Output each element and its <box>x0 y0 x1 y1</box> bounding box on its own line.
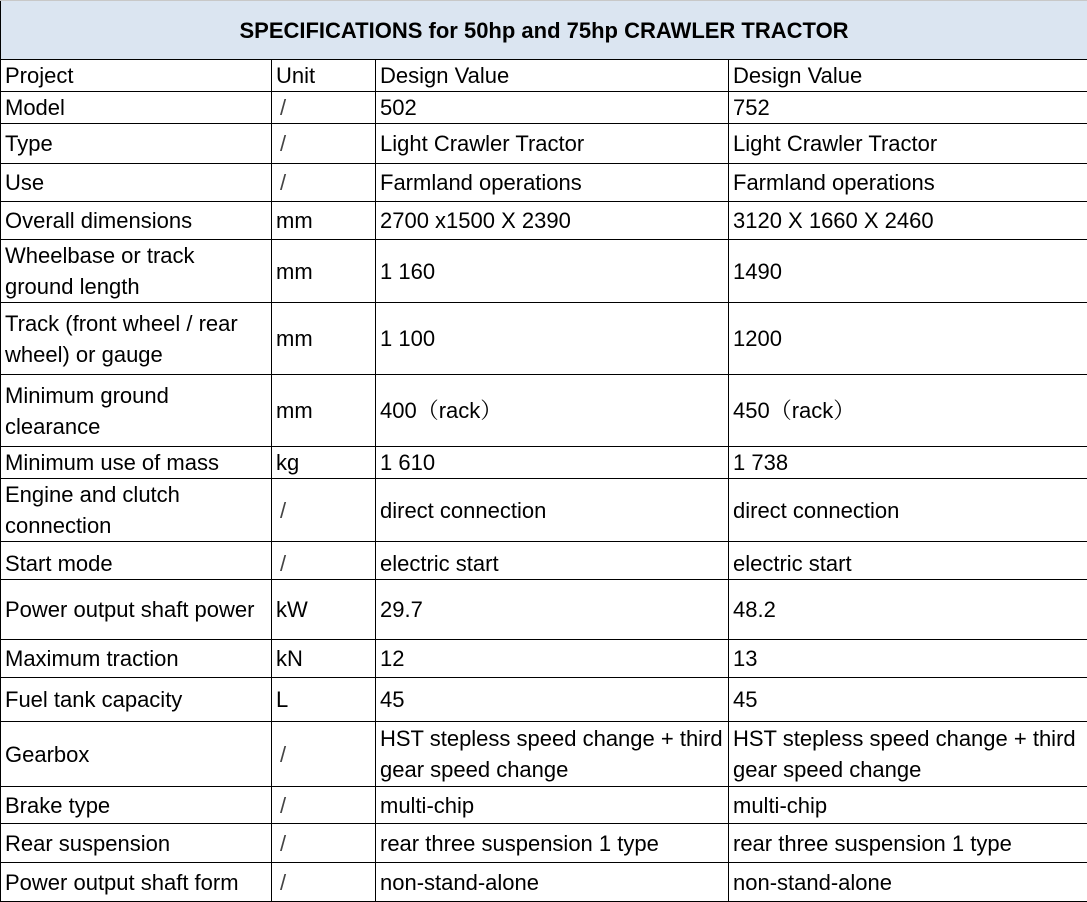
cell-value-502: 1 100 <box>376 303 729 375</box>
cell-project: Brake type <box>1 787 272 824</box>
cell-unit: / <box>272 863 376 902</box>
cell-unit: / <box>272 787 376 824</box>
cell-value-502: 1 610 <box>376 447 729 479</box>
cell-value-752: 752 <box>729 92 1087 124</box>
cell-value-752: electric start <box>729 542 1087 580</box>
cell-value-752: multi-chip <box>729 787 1087 824</box>
table-row <box>1 92 1087 124</box>
table-row <box>1 678 1087 722</box>
table-row <box>1 124 1087 164</box>
header-design-value-752: Design Value <box>729 60 1087 92</box>
cell-project: Gearbox <box>1 722 272 787</box>
cell-unit: kW <box>272 580 376 640</box>
cell-unit: mm <box>272 303 376 375</box>
cell-unit: / <box>272 124 376 164</box>
cell-value-502: multi-chip <box>376 787 729 824</box>
cell-project: Model <box>1 92 272 124</box>
cell-project: Use <box>1 164 272 202</box>
cell-project: Power output shaft form <box>1 863 272 902</box>
header-unit: Unit <box>272 60 376 92</box>
header-project: Project <box>1 60 272 92</box>
table-row <box>1 303 1087 375</box>
cell-value-502: 45 <box>376 678 729 722</box>
cell-value-752: direct connection <box>729 479 1087 542</box>
cell-value-752: non-stand-alone <box>729 863 1087 902</box>
cell-value-752: 3120 X 1660 X 2460 <box>729 202 1087 240</box>
cell-value-752: Light Crawler Tractor <box>729 124 1087 164</box>
cell-project: Engine and clutch connection <box>1 479 272 542</box>
table-row <box>1 479 1087 542</box>
table-row <box>1 787 1087 824</box>
cell-value-502: electric start <box>376 542 729 580</box>
cell-value-502: 12 <box>376 640 729 678</box>
cell-value-502: 29.7 <box>376 580 729 640</box>
cell-project: Start mode <box>1 542 272 580</box>
table-row <box>1 447 1087 479</box>
table-title: SPECIFICATIONS for 50hp and 75hp CRAWLER TRACTOR <box>1 1 1087 60</box>
cell-value-502: Light Crawler Tractor <box>376 124 729 164</box>
cell-project: Track (front wheel / rear wheel) or gauge <box>1 303 272 375</box>
cell-value-752: rear three suspension 1 type <box>729 824 1087 863</box>
cell-value-502: HST stepless speed change + third gear speed change <box>376 722 729 787</box>
cell-value-752: 1490 <box>729 240 1087 303</box>
cell-unit: / <box>272 824 376 863</box>
cell-value-752: 45 <box>729 678 1087 722</box>
cell-value-502: 400（rack） <box>376 375 729 447</box>
cell-unit: kN <box>272 640 376 678</box>
cell-project: Overall dimensions <box>1 202 272 240</box>
table-row <box>1 240 1087 303</box>
cell-project: Wheelbase or track ground length <box>1 240 272 303</box>
cell-value-502: rear three suspension 1 type <box>376 824 729 863</box>
table-row <box>1 640 1087 678</box>
cell-unit: mm <box>272 240 376 303</box>
header-row <box>1 60 1087 92</box>
header-design-value-502: Design Value <box>376 60 729 92</box>
cell-project: Minimum ground clearance <box>1 375 272 447</box>
cell-unit: / <box>272 92 376 124</box>
cell-value-752: 1200 <box>729 303 1087 375</box>
cell-value-752: 450（rack） <box>729 375 1087 447</box>
cell-value-502: 2700 x1500 X 2390 <box>376 202 729 240</box>
cell-value-502: direct connection <box>376 479 729 542</box>
title-row <box>1 1 1087 60</box>
cell-unit: L <box>272 678 376 722</box>
cell-unit: mm <box>272 202 376 240</box>
cell-unit: mm <box>272 375 376 447</box>
table-row <box>1 580 1087 640</box>
cell-value-752: HST stepless speed change + third gear speed change <box>729 722 1087 787</box>
table-row <box>1 542 1087 580</box>
cell-value-502: 502 <box>376 92 729 124</box>
table-row <box>1 202 1087 240</box>
table-row <box>1 375 1087 447</box>
cell-project: Rear suspension <box>1 824 272 863</box>
table-row <box>1 863 1087 902</box>
table-row <box>1 824 1087 863</box>
cell-project: Fuel tank capacity <box>1 678 272 722</box>
table-row <box>1 164 1087 202</box>
cell-unit: / <box>272 542 376 580</box>
cell-unit: / <box>272 164 376 202</box>
cell-value-502: non-stand-alone <box>376 863 729 902</box>
cell-value-502: 1 160 <box>376 240 729 303</box>
cell-unit: / <box>272 479 376 542</box>
cell-value-752: 48.2 <box>729 580 1087 640</box>
cell-value-752: 1 738 <box>729 447 1087 479</box>
cell-value-752: Farmland operations <box>729 164 1087 202</box>
cell-unit: kg <box>272 447 376 479</box>
table-row <box>1 722 1087 787</box>
cell-project: Power output shaft power <box>1 580 272 640</box>
cell-project: Minimum use of mass <box>1 447 272 479</box>
cell-unit: / <box>272 722 376 787</box>
cell-project: Maximum traction <box>1 640 272 678</box>
cell-value-502: Farmland operations <box>376 164 729 202</box>
cell-value-752: 13 <box>729 640 1087 678</box>
cell-project: Type <box>1 124 272 164</box>
